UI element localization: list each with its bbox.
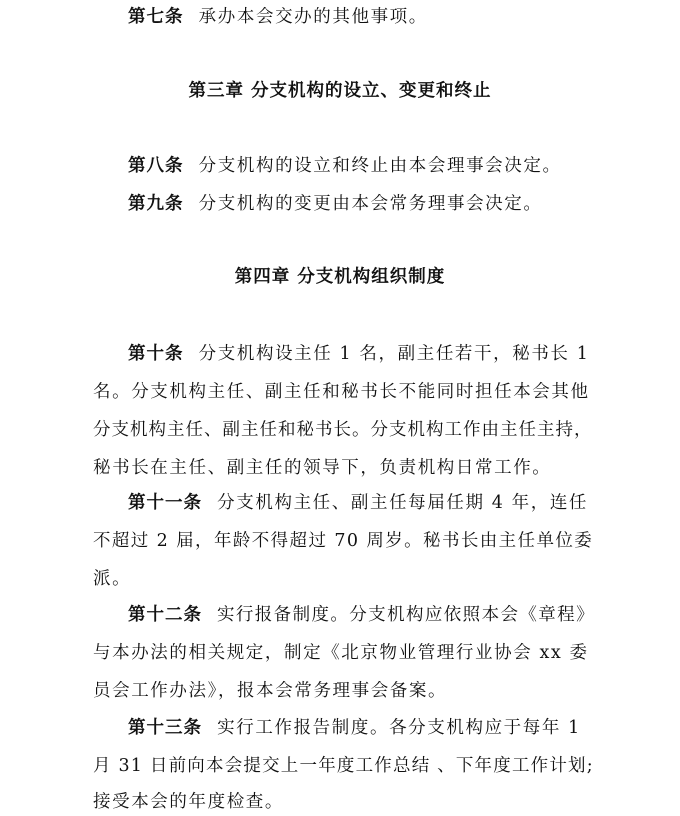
- article-8-text: 分支机构的设立和终止由本会理事会决定。: [198, 156, 562, 176]
- article-12-label: 第十二条: [128, 605, 202, 625]
- article-9-text: 分支机构的变更由本会常务理事会决定。: [198, 194, 543, 214]
- chapter-4-heading: 第四章 分支机构组织制度: [234, 267, 446, 287]
- article-10-line-2: 名。分支机构主任、副主任和秘书长不能同时担任本会其他: [93, 382, 590, 402]
- article-13-line-1: [128, 717, 581, 739]
- article-11-line-3: 派。: [93, 569, 132, 589]
- article-8-label: 第八条: [128, 156, 184, 176]
- article-10-label: 第十条: [128, 344, 184, 364]
- article-9-label: 第九条: [128, 194, 184, 214]
- article-13-line-3: 接受本会的年度检查。: [93, 792, 284, 812]
- article-13-label: 第十三条: [128, 718, 202, 738]
- article-10-text-1: 分支机构设主任 1 名，副主任若干，秘书长 1: [198, 344, 590, 364]
- article-8: [128, 155, 562, 177]
- article-12-text-1: 实行报备制度。分支机构应依照本会《章程》: [216, 605, 595, 625]
- chapter-3-heading: 第三章 分支机构的设立、变更和终止: [188, 81, 492, 101]
- article-7-text: 承办本会交办的其他事项。: [198, 7, 428, 27]
- article-7-label: 第七条: [128, 7, 184, 27]
- article-11-label: 第十一条: [128, 493, 202, 513]
- article-11-line-2: 不超过 2 届，年龄不得超过 70 周岁。秘书长由主任单位委: [93, 531, 594, 551]
- article-12-line-2: 与本办法的相关规定，制定《北京物业管理行业协会 xx 委: [93, 643, 589, 663]
- article-13-text-1: 实行工作报告制度。各分支机构应于每年 1: [217, 718, 581, 738]
- article-11-text-1: 分支机构主任、副主任每届任期 4 年，连任: [217, 493, 589, 513]
- article-11-line-1: [128, 492, 588, 514]
- article-7: [128, 6, 428, 28]
- article-12-line-1: [128, 604, 595, 626]
- article-10-line-1: [128, 343, 589, 365]
- article-10-line-3: 分支机构主任、副主任和秘书长。分支机构工作由主任主持，: [93, 420, 593, 440]
- article-12-line-3: 员会工作办法》，报本会常务理事会备案。: [93, 681, 448, 701]
- article-9: [128, 193, 542, 215]
- article-13-line-2: 月 31 日前向本会提交上一年度工作总结 、下年度工作计划;: [93, 756, 594, 776]
- article-10-line-4: 秘书长在主任、副主任的领导下，负责机构日常工作。: [93, 458, 552, 478]
